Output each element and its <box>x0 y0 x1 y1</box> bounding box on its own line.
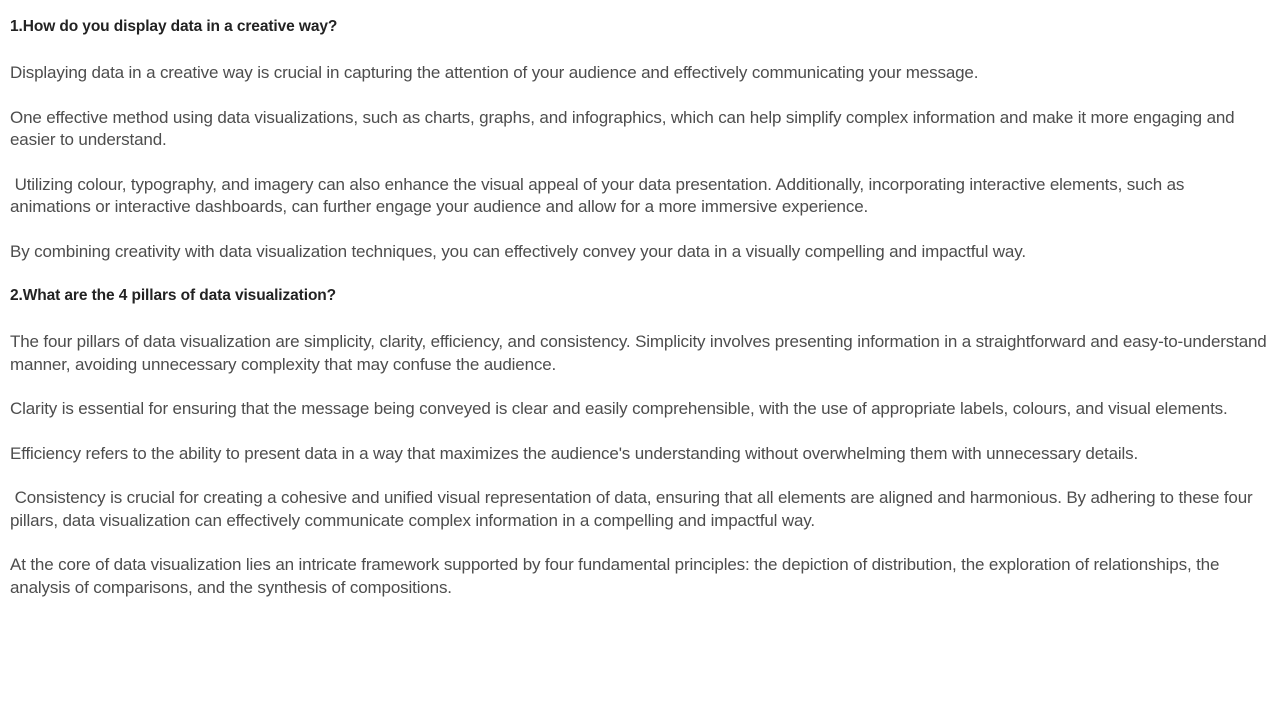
q2-paragraph-1: The four pillars of data visualization are simplicity, clarity, efficiency, and consistency. Simplicity involves presenting information in a straightforward and easy-to-understand manner, avoiding unnecessary complexity that may confuse the audience. <box>10 332 1267 374</box>
q1-paragraph-2: One effective method using data visualizations, such as charts, graphs, and infographics, which can help simplify complex information and make it more engaging and easier to understand. <box>10 107 1235 149</box>
question-2-heading: 2.What are the 4 pillars of data visualization? <box>10 287 337 304</box>
q2-paragraph-2: Clarity is essential for ensuring that the message being conveyed is clear and easily comprehensible, with the use of appropriate labels, colours, and visual elements. <box>10 399 1228 418</box>
q1-paragraph-4: By combining creativity with data visualization techniques, you can effectively convey your data in a visually compelling and impactful way. <box>10 241 1026 261</box>
q2-paragraph-4: Consistency is crucial for creating a cohesive and unified visual representation of data, ensuring that all elements are aligned and harmonious. By adhering to these four pillars, data visualization can effectively communicate complex information in a compelling and impactful way. <box>10 488 1258 530</box>
q1-paragraph-1: Displaying data in a creative way is crucial in capturing the attention of your audience and effectively communicating your message. <box>10 63 979 82</box>
q2-paragraph-3: Efficiency refers to the ability to present data in a way that maximizes the audience's understanding without overwhelming them with unnecessary details. <box>10 443 1139 463</box>
q1-paragraph-3: Utilizing colour, typography, and imagery can also enhance the visual appeal of your data presentation. Additionally, incorporating interactive elements, such as animations or interactive dashboards, can further engage your audience and allow for a more immersive experience. <box>10 174 1189 216</box>
q2-paragraph-5: At the core of data visualization lies an intricate framework supported by four fundamental principles: the depiction of distribution, the exploration of relationships, the analysis of comparisons, and the synthesis of compositions. <box>10 555 1220 597</box>
question-1-heading: 1.How do you display data in a creative way? <box>10 18 338 35</box>
